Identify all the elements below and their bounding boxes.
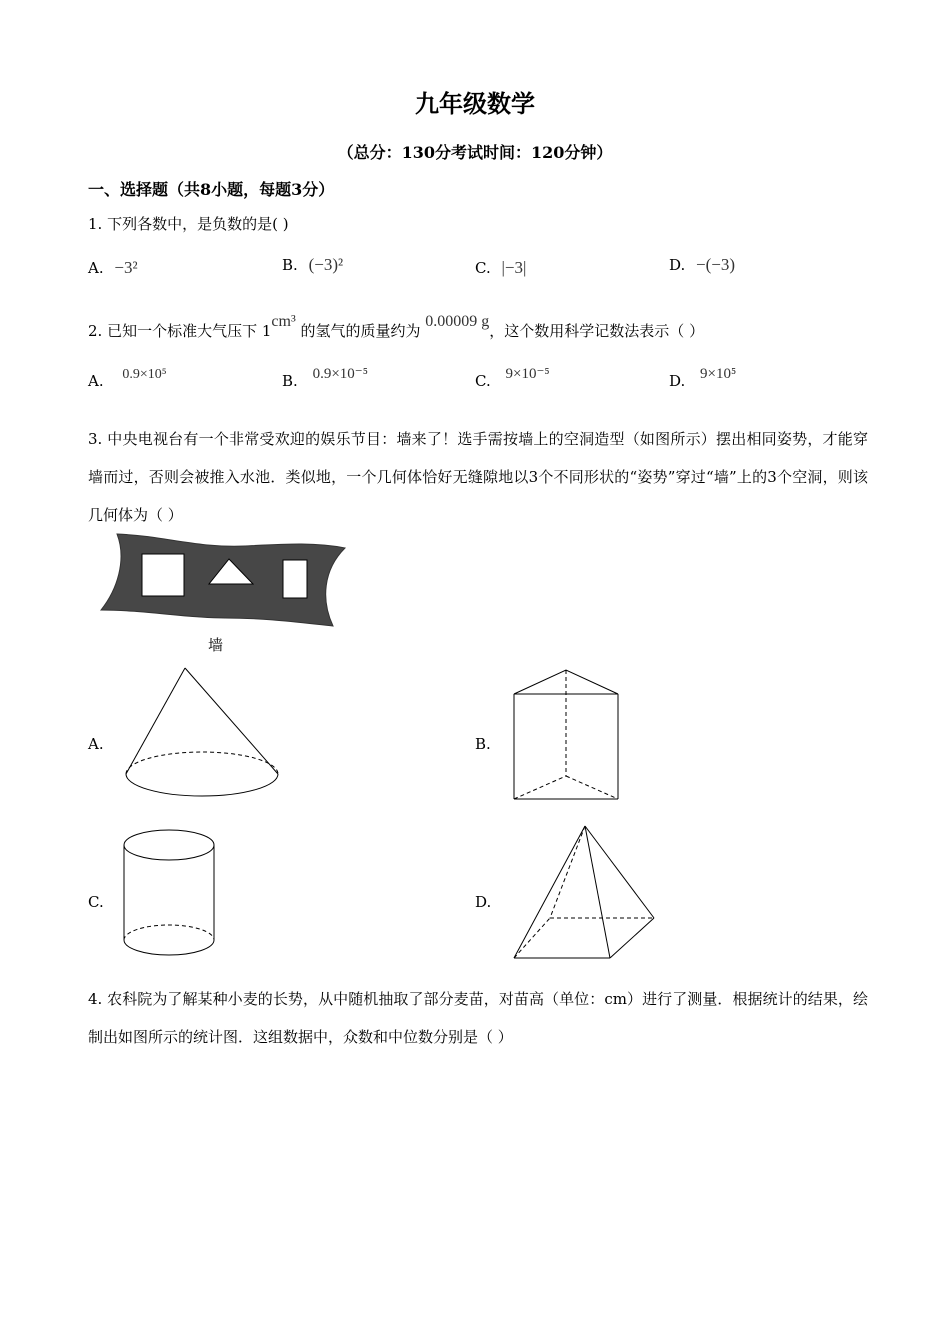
q1-option-a [88, 258, 138, 278]
option-label: B. [282, 256, 298, 274]
q3-option-a-label: A. [88, 735, 104, 753]
q2-option-c [475, 366, 550, 391]
wall-figure [95, 530, 350, 630]
section-heading: 一、选择题（共8小题，每题3分） [88, 180, 335, 199]
option-label: A. [88, 372, 104, 390]
option-math: −3² [114, 258, 138, 277]
option-label: B. [282, 372, 298, 390]
q1-option-d [669, 255, 735, 275]
option-math: |−3| [501, 258, 527, 277]
question-2-stem [88, 312, 704, 351]
q1-option-b [282, 255, 343, 275]
option-label: C. [475, 372, 491, 390]
square-hole [142, 554, 184, 596]
option-math: 9×10⁻⁵ [505, 366, 550, 382]
question-3-stem: 3. 中央电视台有一个非常受欢迎的娱乐节目：墙来了！选手需按墙上的空洞造型（如图所示）摆出相同姿势，才能穿墙而过，否则会被推入水池．类似地，一个几何体恰好无缝隙地以3个不同形状的“姿势”穿过“墙”上的3个空洞，则该几何体为（ ） [88, 430, 868, 524]
mass-value: 0.00009 g [425, 313, 490, 330]
prism-figure [510, 664, 625, 804]
option-label: D. [669, 256, 686, 274]
wall-label: 墙 [208, 636, 224, 654]
option-math: (−3)² [308, 255, 344, 274]
option-math: 0.9×10⁵ [122, 367, 167, 382]
q3-option-c-label: C. [88, 893, 104, 911]
stem-text: ，这个数用科学记数法表示（ ） [489, 322, 705, 340]
option-math: 9×10⁵ [700, 366, 737, 382]
rectangle-hole [283, 560, 307, 598]
option-math: 0.9×10⁻⁵ [312, 366, 368, 382]
cone-figure [120, 664, 290, 804]
option-label: C. [475, 259, 491, 277]
q1-option-c [475, 258, 526, 278]
question-4-stem: 4. 农科院为了解某种小麦的长势，从中随机抽取了部分麦苗，对苗高（单位：cm）进行了测量．根据统计的结果，绘制出如图所示的统计图．这组数据中，众数和中位数分别是（ ） [88, 990, 868, 1046]
q2-option-d [669, 366, 737, 391]
q2-option-a [88, 367, 167, 391]
q3-option-d-label: D. [475, 893, 492, 911]
cylinder-figure [120, 825, 220, 965]
stem-text: 的氢气的质量约为 [295, 322, 426, 340]
option-math: −(−3) [696, 255, 736, 274]
q3-option-b-label: B. [475, 735, 491, 753]
option-label: D. [669, 372, 686, 390]
option-label: A. [88, 259, 104, 277]
unit-cm3: cm³ [271, 313, 296, 330]
page-title: 九年级数学 [415, 89, 535, 118]
question-1-stem: 1. 下列各数中，是负数的是( ) [88, 215, 289, 233]
exam-info: （总分：130分考试时间：120分钟） [337, 143, 613, 162]
pyramid-figure [510, 822, 660, 962]
q2-option-b [282, 366, 368, 391]
stem-text: 2. 已知一个标准大气压下 1 [88, 322, 272, 340]
